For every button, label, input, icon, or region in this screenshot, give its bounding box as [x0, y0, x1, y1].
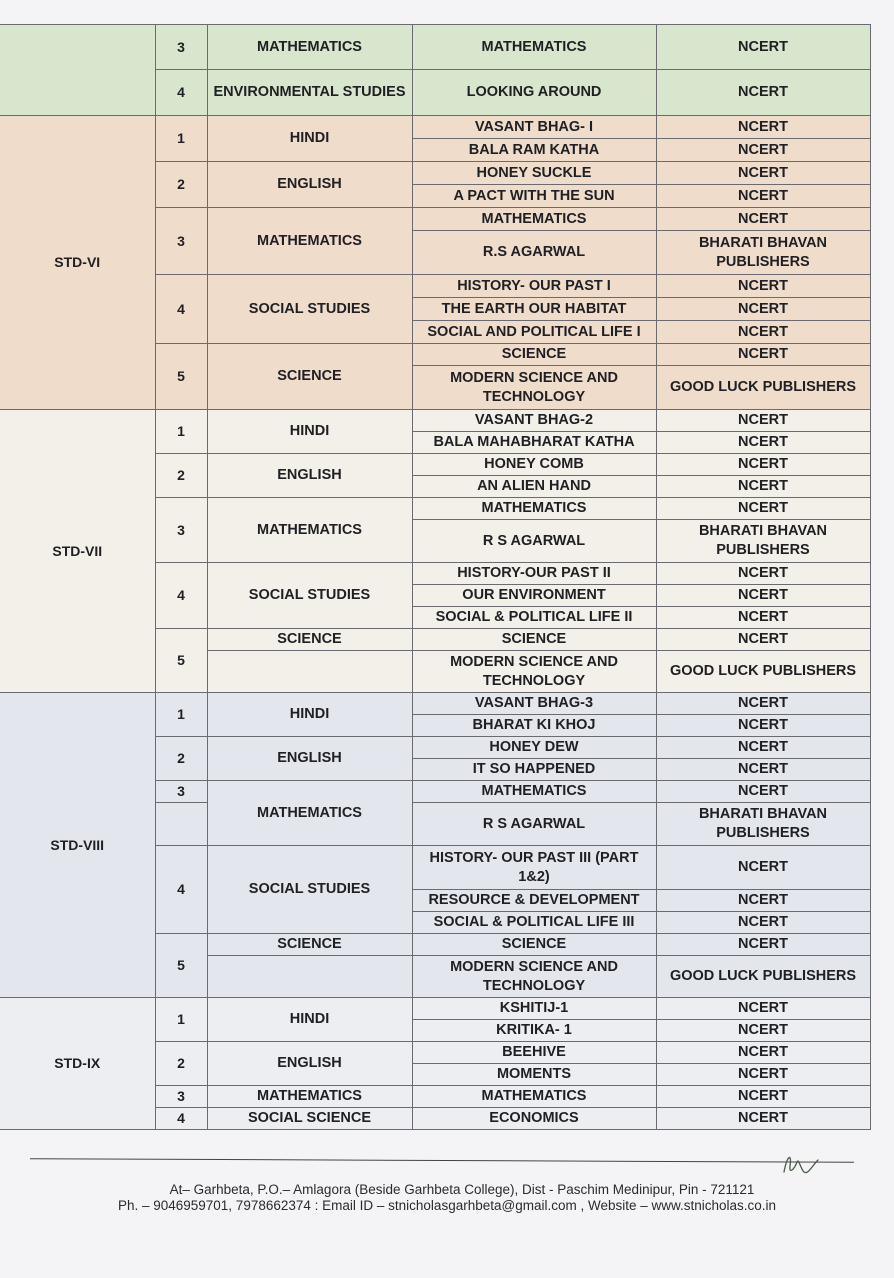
serial-cell: 4	[155, 275, 207, 344]
subject-cell: ENGLISH	[207, 162, 412, 208]
publisher-cell: NCERT	[656, 185, 870, 208]
book-cell: HONEY COMB	[412, 454, 656, 476]
subject-cell: SCIENCE	[207, 344, 412, 410]
grade-label: STD-VI	[0, 116, 155, 410]
publisher-cell: NCERT	[656, 585, 870, 607]
book-cell: MODERN SCIENCE AND TECHNOLOGY	[412, 956, 656, 998]
book-cell: THE EARTH OUR HABITAT	[412, 298, 656, 321]
serial-cell: 5	[155, 629, 207, 693]
serial-cell: 3	[155, 498, 207, 563]
book-cell: KRITIKA- 1	[412, 1020, 656, 1042]
subject-cell: MATHEMATICS	[207, 781, 412, 846]
book-cell: VASANT BHAG-2	[412, 410, 656, 432]
publisher-cell: NCERT	[656, 208, 870, 231]
subject-cell: ENGLISH	[207, 454, 412, 498]
table-row	[0, 25, 870, 70]
footer-divider	[30, 1158, 854, 1163]
book-cell: SCIENCE	[412, 629, 656, 651]
serial-cell	[155, 803, 207, 846]
book-cell: ECONOMICS	[412, 1108, 656, 1130]
publisher-cell: NCERT	[656, 629, 870, 651]
subject-cell: MATHEMATICS	[207, 1086, 412, 1108]
book-cell: A PACT WITH THE SUN	[412, 185, 656, 208]
publisher-cell: NCERT	[656, 25, 870, 70]
footer-contact: Ph. – 9046959701, 7978662374 : Email ID – stnicholasgarhbeta@gmail.com , Website – www.stnicholas.co.in	[117, 1198, 777, 1213]
book-cell: AN ALIEN HAND	[412, 476, 656, 498]
publisher-cell: NCERT	[656, 476, 870, 498]
publisher-cell: NCERT	[656, 1108, 870, 1130]
book-cell: IT SO HAPPENED	[412, 759, 656, 781]
book-cell: MATHEMATICS	[412, 208, 656, 231]
serial-cell: 3	[155, 25, 207, 70]
publisher-cell: NCERT	[656, 162, 870, 185]
publisher-cell: NCERT	[656, 454, 870, 476]
serial-cell: 1	[155, 410, 207, 454]
serial-cell: 4	[155, 70, 207, 116]
book-cell: MATHEMATICS	[412, 1086, 656, 1108]
book-list-table	[0, 24, 871, 1130]
publisher-cell: NCERT	[656, 912, 870, 934]
book-cell: SCIENCE	[412, 934, 656, 956]
publisher-cell: NCERT	[656, 715, 870, 737]
book-cell: BHARAT KI KHOJ	[412, 715, 656, 737]
subject-cell: SOCIAL STUDIES	[207, 563, 412, 629]
grade-label: STD-VII	[0, 410, 155, 693]
book-cell: LOOKING AROUND	[412, 70, 656, 116]
book-cell: MODERN SCIENCE AND TECHNOLOGY	[412, 366, 656, 410]
publisher-cell: BHARATI BHAVAN PUBLISHERS	[656, 803, 870, 846]
subject-cell	[207, 956, 412, 998]
subject-cell: HINDI	[207, 998, 412, 1042]
serial-cell: 1	[155, 693, 207, 737]
serial-cell: 2	[155, 737, 207, 781]
serial-cell: 3	[155, 1086, 207, 1108]
publisher-cell: NCERT	[656, 737, 870, 759]
serial-cell: 5	[155, 934, 207, 998]
publisher-cell: NCERT	[656, 1020, 870, 1042]
publisher-cell: NCERT	[656, 1042, 870, 1064]
book-cell: HISTORY- OUR PAST III (PART 1&2)	[412, 846, 656, 890]
serial-cell: 3	[155, 781, 207, 803]
subject-cell	[207, 651, 412, 693]
publisher-cell: NCERT	[656, 275, 870, 298]
subject-cell: HINDI	[207, 116, 412, 162]
book-cell: HISTORY-OUR PAST II	[412, 563, 656, 585]
publisher-cell: GOOD LUCK PUBLISHERS	[656, 366, 870, 410]
publisher-cell: GOOD LUCK PUBLISHERS	[656, 956, 870, 998]
subject-cell: ENVIRONMENTAL STUDIES	[207, 70, 412, 116]
publisher-cell: GOOD LUCK PUBLISHERS	[656, 651, 870, 693]
book-cell: BEEHIVE	[412, 1042, 656, 1064]
book-cell: MATHEMATICS	[412, 498, 656, 520]
publisher-cell: NCERT	[656, 410, 870, 432]
book-cell: KSHITIJ-1	[412, 998, 656, 1020]
book-cell: VASANT BHAG-3	[412, 693, 656, 715]
book-cell: R S AGARWAL	[412, 520, 656, 563]
book-cell: OUR ENVIRONMENT	[412, 585, 656, 607]
publisher-cell: NCERT	[656, 116, 870, 139]
subject-cell: HINDI	[207, 410, 412, 454]
serial-cell: 4	[155, 1108, 207, 1130]
book-cell: SOCIAL & POLITICAL LIFE II	[412, 607, 656, 629]
subject-cell: MATHEMATICS	[207, 498, 412, 563]
serial-cell: 5	[155, 344, 207, 410]
book-cell: BALA RAM KATHA	[412, 139, 656, 162]
grade-cell	[0, 25, 155, 116]
subject-cell: SCIENCE	[207, 934, 412, 956]
publisher-cell: NCERT	[656, 139, 870, 162]
serial-cell: 4	[155, 846, 207, 934]
publisher-cell: NCERT	[656, 607, 870, 629]
book-cell: BALA MAHABHARAT KATHA	[412, 432, 656, 454]
publisher-cell: NCERT	[656, 298, 870, 321]
subject-cell: SOCIAL STUDIES	[207, 846, 412, 934]
serial-cell: 1	[155, 116, 207, 162]
publisher-cell: NCERT	[656, 321, 870, 344]
publisher-cell: NCERT	[656, 890, 870, 912]
footer-address: At– Garhbeta, P.O.– Amlagora (Beside Garhbeta College), Dist - Paschim Medinipur, Pin - 721121	[169, 1182, 755, 1197]
subject-cell: SCIENCE	[207, 629, 412, 651]
serial-cell: 4	[155, 563, 207, 629]
publisher-cell: NCERT	[656, 563, 870, 585]
subject-cell: MATHEMATICS	[207, 208, 412, 275]
book-cell: RESOURCE & DEVELOPMENT	[412, 890, 656, 912]
book-cell: SOCIAL AND POLITICAL LIFE I	[412, 321, 656, 344]
book-cell: R S AGARWAL	[412, 803, 656, 846]
table-row	[0, 693, 870, 715]
signature-icon	[778, 1148, 820, 1182]
grade-label: STD-IX	[0, 998, 155, 1130]
serial-cell: 2	[155, 1042, 207, 1086]
publisher-cell: NCERT	[656, 498, 870, 520]
book-cell: MATHEMATICS	[412, 25, 656, 70]
publisher-cell: NCERT	[656, 934, 870, 956]
publisher-cell: NCERT	[656, 344, 870, 366]
subject-cell: HINDI	[207, 693, 412, 737]
serial-cell: 3	[155, 208, 207, 275]
publisher-cell: BHARATI BHAVAN PUBLISHERS	[656, 520, 870, 563]
book-cell: HISTORY- OUR PAST I	[412, 275, 656, 298]
table-row	[0, 116, 870, 139]
publisher-cell: NCERT	[656, 759, 870, 781]
publisher-cell: NCERT	[656, 1086, 870, 1108]
book-cell: MODERN SCIENCE AND TECHNOLOGY	[412, 651, 656, 693]
book-cell: SOCIAL & POLITICAL LIFE III	[412, 912, 656, 934]
book-cell: VASANT BHAG- I	[412, 116, 656, 139]
subject-cell: MATHEMATICS	[207, 25, 412, 70]
publisher-cell: NCERT	[656, 432, 870, 454]
book-cell: R.S AGARWAL	[412, 231, 656, 275]
publisher-cell: BHARATI BHAVAN PUBLISHERS	[656, 231, 870, 275]
subject-cell: SOCIAL STUDIES	[207, 275, 412, 344]
subject-cell: SOCIAL SCIENCE	[207, 1108, 412, 1130]
table-row	[0, 998, 870, 1020]
publisher-cell: NCERT	[656, 70, 870, 116]
publisher-cell: NCERT	[656, 846, 870, 890]
subject-cell: ENGLISH	[207, 1042, 412, 1086]
publisher-cell: NCERT	[656, 781, 870, 803]
table-row	[0, 410, 870, 432]
grade-label: STD-VIII	[0, 693, 155, 998]
book-cell: MATHEMATICS	[412, 781, 656, 803]
publisher-cell: NCERT	[656, 1064, 870, 1086]
publisher-cell: NCERT	[656, 693, 870, 715]
book-cell: SCIENCE	[412, 344, 656, 366]
publisher-cell: NCERT	[656, 998, 870, 1020]
serial-cell: 2	[155, 162, 207, 208]
book-cell: MOMENTS	[412, 1064, 656, 1086]
book-cell: HONEY SUCKLE	[412, 162, 656, 185]
book-cell: HONEY DEW	[412, 737, 656, 759]
serial-cell: 2	[155, 454, 207, 498]
serial-cell: 1	[155, 998, 207, 1042]
subject-cell: ENGLISH	[207, 737, 412, 781]
